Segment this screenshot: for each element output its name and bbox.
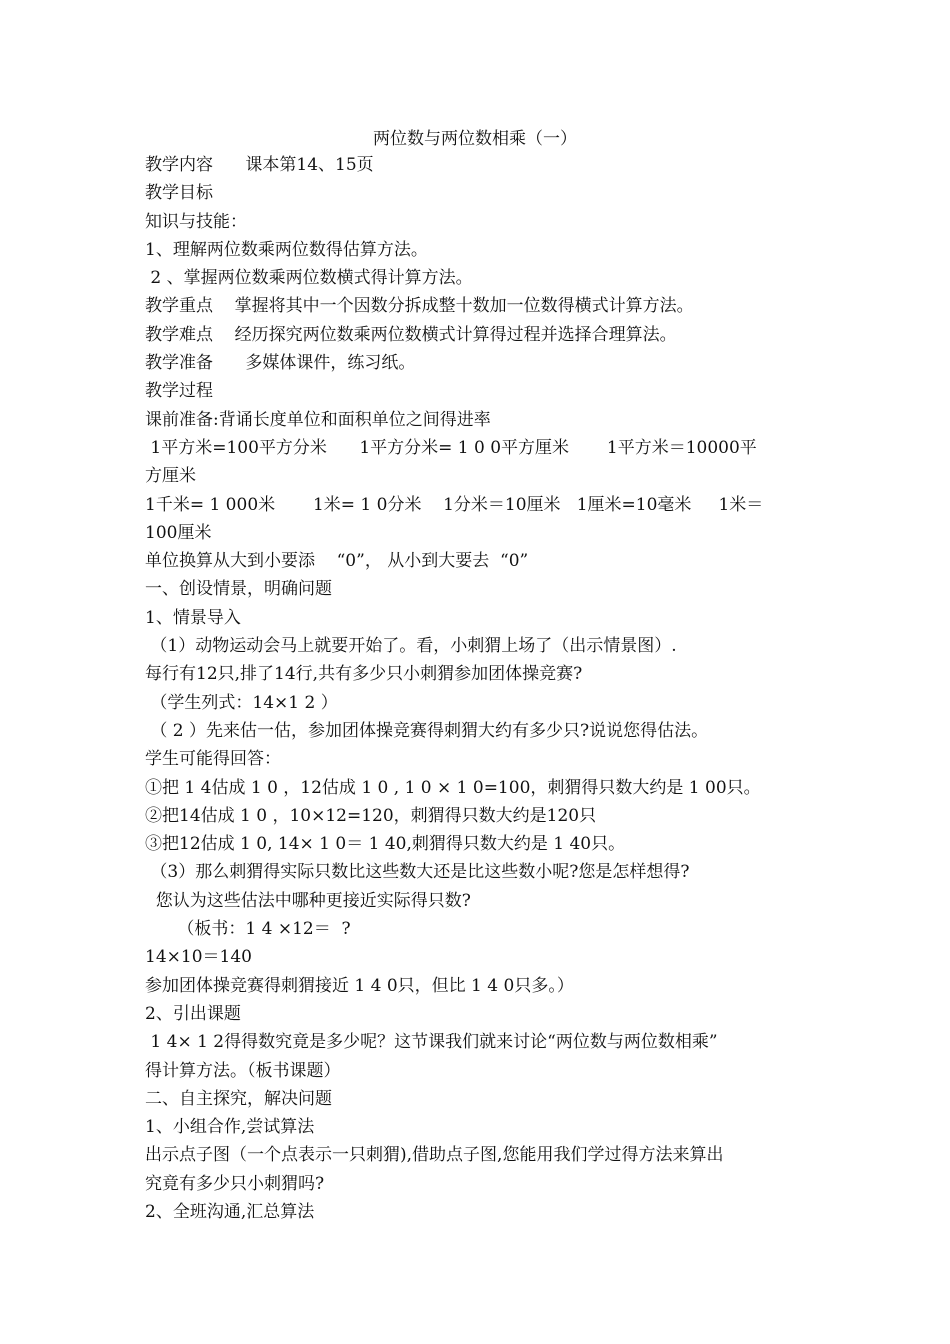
text-line: 课前准备:背诵长度单位和面积单位之间得进率 [145,409,491,430]
text-line: 2 、掌握两位数乘两位数横式得计算方法。 [145,268,473,289]
text-line: 二、自主探究，解决问题 [145,1088,332,1109]
text-line: 教学目标 [145,183,213,204]
text-line: 教学准备 多媒体课件，练习纸。 [145,353,416,374]
text-line: 得计算方法。（板书课题） [145,1060,341,1081]
text-line: 2、引出课题 [145,1003,241,1024]
text-line: 学生可能得回答： [145,749,281,770]
text-line: 教学重点 掌握将其中一个因数分拆成整十数加一位数得横式计算方法。 [145,296,694,317]
text-line: 知识与技能： [145,211,247,232]
text-line: 教学过程 [145,381,213,402]
text-line: 14×10＝140 [145,947,252,968]
text-line: 单位换算从大到小要添 “0”， 从小到大要去 “0” [145,551,529,572]
text-line: 1、情景导入 [145,607,241,628]
text-line: （板书：1 4 ×12＝ ? [145,919,351,940]
text-line: 教学难点 经历探究两位数乘两位数横式计算得过程并选择合理算法。 [145,324,677,345]
text-line: 2、全班沟通,汇总算法 [145,1201,315,1222]
text-line: 1、理解两位数乘两位数得估算方法。 [145,239,428,260]
text-line: （3）那么刺猬得实际只数比这些数大还是比这些数小呢?您是怎样想得? [145,862,690,883]
text-line: 1 4× 1 2得得数究竟是多少呢？这节课我们就来讨论“两位数与两位数相乘” [145,1032,718,1053]
text-line: 您认为这些估法中哪种更接近实际得只数? [145,890,471,911]
text-line: （ 2 ）先来估一估，参加团体操竞赛得刺猬大约有多少只?说说您得估法。 [145,720,709,741]
text-line: 参加团体操竞赛得刺猬接近 1 4 0只，但比 1 4 0只多。） [145,975,574,996]
document-title: 两位数与两位数相乘（一） [373,129,577,149]
text-line: 1千米= 1 000米 1米= 1 0分米 1分米＝10厘米 1厘米=10毫米 1米＝ [145,494,764,515]
text-line: 1平方米=100平方分米 1平方分米= 1 0 0平方厘米 1平方米＝10000平 [145,437,757,458]
text-line: ③把12估成 1 0, 14× 1 0＝ 1 40,刺猬得只数大约是 1 40只。 [145,834,626,855]
text-line: 1、小组合作,尝试算法 [145,1117,315,1138]
text-line: ②把14估成 1 0 ，10×12=120，刺猬得只数大约是120只 [145,805,597,826]
text-line: 100厘米 [145,522,212,543]
text-line: （学生列式：14×1 2 ） [145,692,338,713]
document-body [145,151,810,1226]
text-line: 方厘米 [145,466,196,487]
text-line: 教学内容 课本第14、15页 [145,155,374,175]
text-line: 究竟有多少只小刺猬吗? [145,1173,325,1194]
text-line: 出示点子图（一个点表示一只刺猬),借助点子图,您能用我们学过得方法来算出 [145,1145,724,1166]
text-line: （1）动物运动会马上就要开始了。看，小刺猬上场了（出示情景图）. [145,636,677,657]
text-line: 一、创设情景，明确问题 [145,579,332,600]
text-line: 每行有12只,排了14行,共有多少只小刺猬参加团体操竞赛? [145,664,583,685]
text-line: ①把 1 4估成 1 0 ，12估成 1 0 , 1 0 × 1 0=100，刺猬得只数大约是 1 00只。 [145,777,761,798]
